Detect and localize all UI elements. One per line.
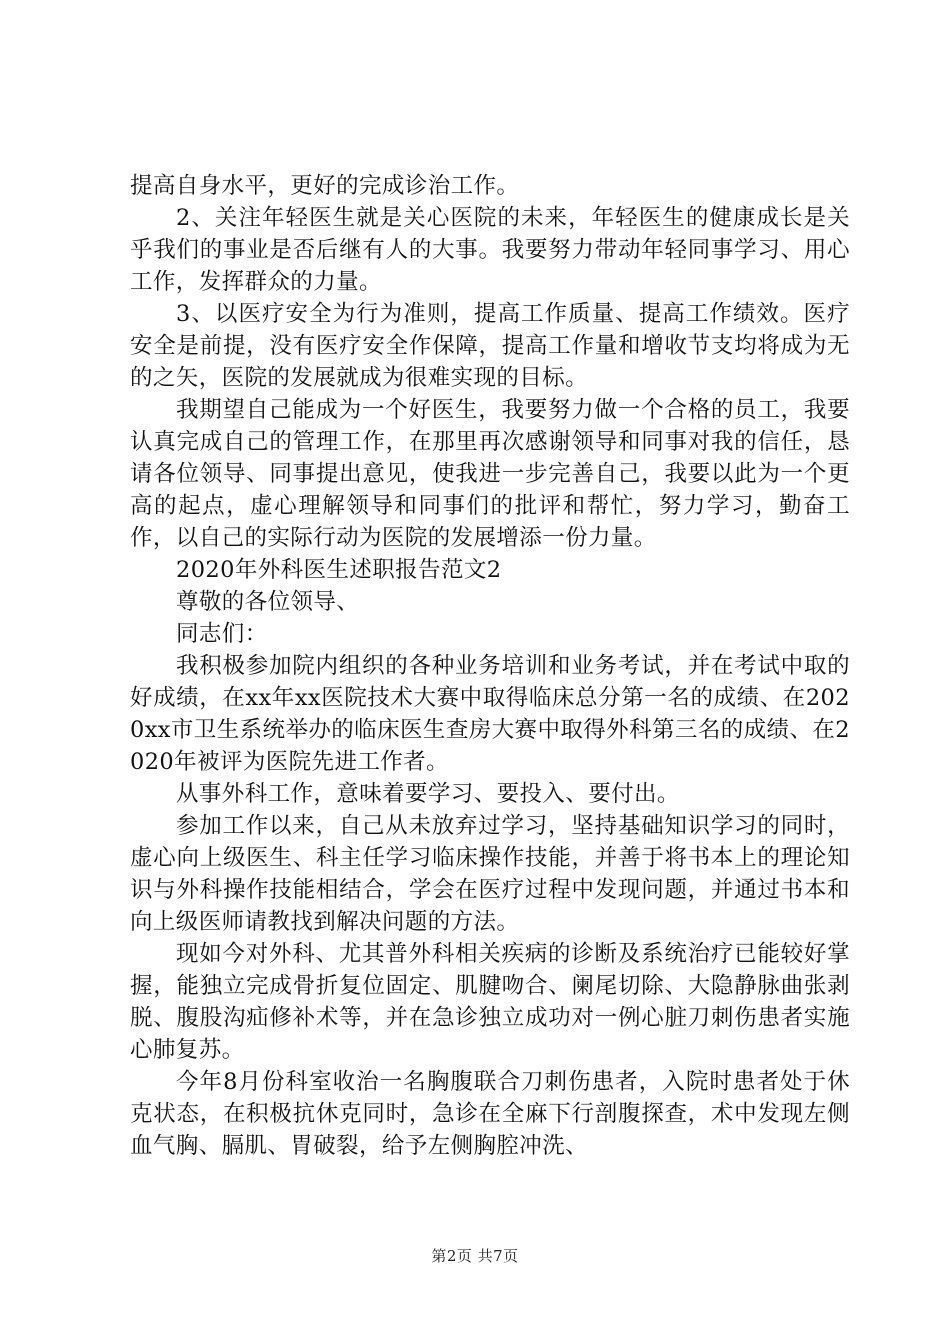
paragraph: 现如今对外科、尤其普外科相关疾病的诊断及系统治疗已能较好掌握，能独立完成骨折复位固定、肌腱吻合、阑尾切除、大隐静脉曲张剥脱、腹股沟疝修补术等，并在急诊独立成功对一例心脏刀刺伤患者实施心肺复苏。 bbox=[130, 941, 850, 1063]
paragraph: 参加工作以来，自己从未放弃过学习，坚持基础知识学习的同时，虚心向上级医生、科主任学习临床操作技能，并善于将书本上的理论知识与外科操作技能相结合，学会在医疗过程中发现问题，并通过书本和向上级医师请教找到解决问题的方法。 bbox=[130, 813, 850, 935]
document-body bbox=[130, 170, 850, 1162]
paragraph: 今年8月份科室收治一名胸腹联合刀刺伤患者，入院时患者处于休克状态，在积极抗休克同时，急诊在全麻下行剖腹探查，术中发现左侧血气胸、膈肌、胃破裂，给予左侧胸腔冲洗、 bbox=[130, 1069, 850, 1159]
paragraph: 2、关注年轻医生就是关心医院的未来，年轻医生的健康成长是关乎我们的事业是否后继有人的大事。我要努力带动年轻同事学习、用心工作，发挥群众的力量。 bbox=[130, 205, 850, 295]
paragraph: 从事外科工作，意味着要学习、要投入、要付出。 bbox=[176, 781, 680, 807]
paragraph: 3、以医疗安全为行为准则，提高工作质量、提高工作绩效。医疗安全是前提，没有医疗安全作保障，提高工作量和增收节支均将成为无的之矢，医院的发展就成为很难实现的目标。 bbox=[130, 301, 850, 391]
paragraph: 我期望自己能成为一个好医生，我要努力做一个合格的员工，我要认真完成自己的管理工作，在那里再次感谢领导和同事对我的信任，恳请各位领导、同事提出意见，使我进一步完善自己，我要以此为一个更高的起点，虚心理解领导和同事们的批评和帮忙，努力学习，勤奋工作，以自己的实际行动为医院的发展增添一份力量。 bbox=[130, 397, 850, 551]
paragraph: 我积极参加院内组织的各种业务培训和业务考试，并在考试中取的好成绩，在xx年xx医院技术大赛中取得临床总分第一名的成绩、在2020xx市卫生系统举办的临床医生查房大赛中取得外科第三名的成绩、在2020年被评为医院先进工作者。 bbox=[130, 653, 850, 775]
salutation-line: 尊敬的各位领导、 bbox=[176, 589, 360, 615]
paragraph: 提高自身水平，更好的完成诊治工作。 bbox=[130, 173, 520, 199]
section-heading: 2020年外科医生述职报告范文2 bbox=[176, 557, 502, 583]
page-number-footer: 第2页 共7页 bbox=[431, 1247, 519, 1265]
salutation-line: 同志们： bbox=[176, 621, 268, 647]
